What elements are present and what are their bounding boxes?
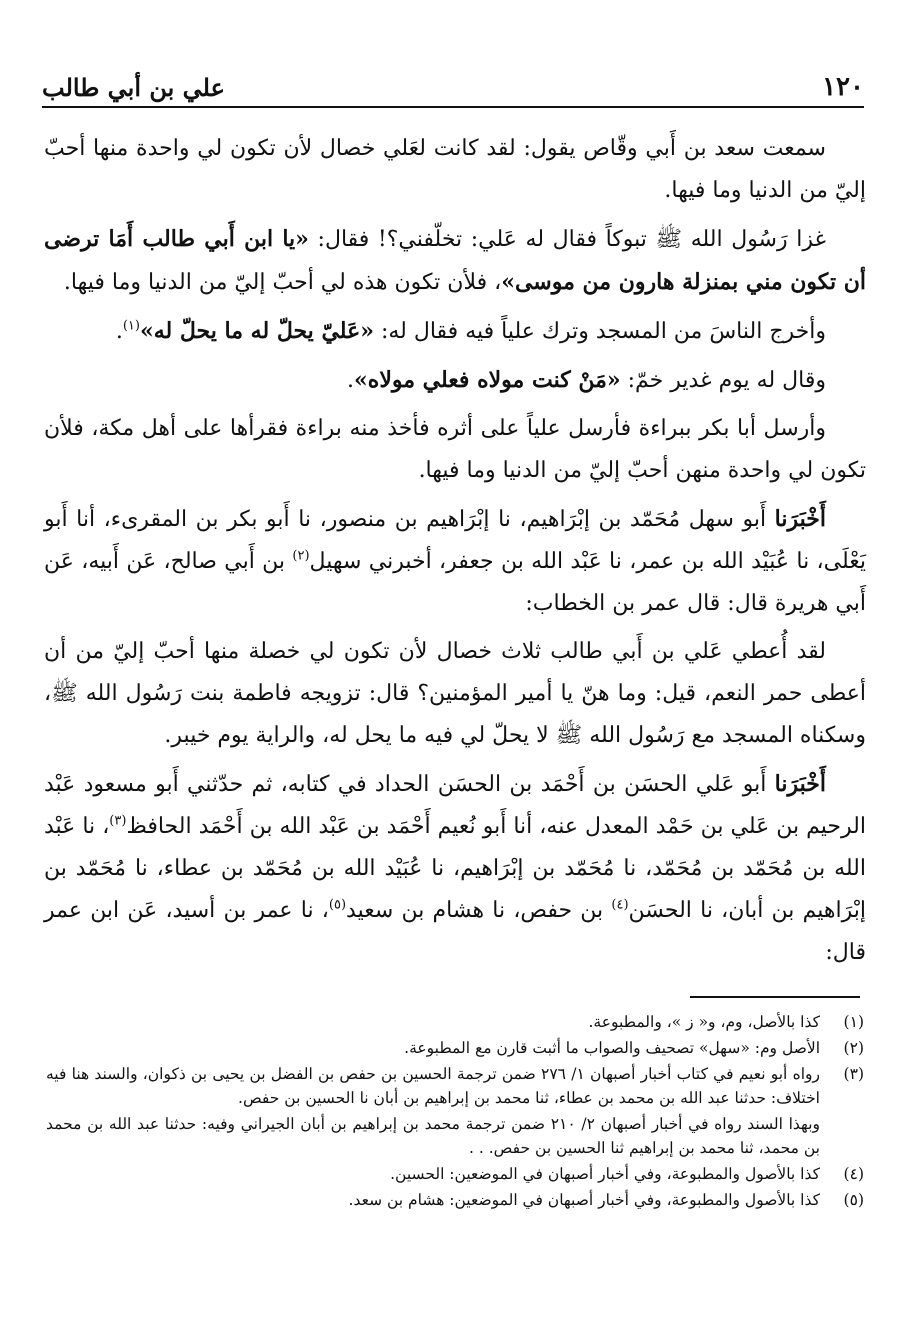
- text-segment: أَبو سهل مُحَمّد بن إبْرَاهيم، نا إبْرَاهيم بن منصور، نا أَبو بكر بن المقرىء، أنا أَبو يَعْلَى، نا عُبَيْد الله بن عمر، نا عَبْد الله بن جعفر، أخبرني سهيل: [44, 507, 866, 574]
- bold-text: «مَنْ كنت مولاه فعلي مولاه»: [354, 367, 621, 393]
- text-segment: ، نا عمر بن أسيد، عَن ابن عمر قال:: [44, 898, 866, 965]
- footnote-number: (٥): [843, 1191, 864, 1209]
- bold-text: أَخْبَرَنا: [774, 506, 826, 532]
- text-segment: بن أَبي صالح، عَن أَبيه، عَن أَبي هريرة قال: قال عمر بن الخطاب:: [44, 549, 866, 616]
- bold-text: «يا ابن أَبي طالب أَمَا ترضى أن تكون مني بمنزلة هارون من موسى»: [44, 226, 866, 295]
- bold-text: أَخْبَرَنا: [774, 771, 826, 797]
- text-segment: وقال له يوم غدير خمّ:: [620, 368, 826, 393]
- footnote-marker: (١): [122, 318, 140, 334]
- paragraph: [44, 128, 866, 212]
- footnote-text: وبهذا السند رواه في أخبار أصبهان ٢/ ٢١٠ ضمن ترجمة محمد بن إبراهيم بن أبان الجيراني وفيه: حدثنا عبد الله بن محمد بن محمد، ثنا محمد بن إبراهيم ثنا الحسين بن حفص. . .: [46, 1115, 821, 1157]
- text-segment: .: [115, 319, 123, 344]
- footnote-text: كذا بالأصول والمطبوعة، وفي أخبار أصبهان في الموضعين: هشام بن سعد.: [348, 1191, 820, 1209]
- page-number: ١٢٠: [822, 72, 864, 102]
- paragraph: [44, 631, 866, 757]
- footnote: [46, 1010, 864, 1034]
- text-segment: ، فلأن تكون هذه لي أحبّ إليّ من الدنيا وما فيها.: [63, 270, 502, 295]
- text-segment: .: [347, 368, 355, 393]
- paragraph: [44, 218, 866, 304]
- footnote: [46, 1036, 864, 1060]
- footnotes: [46, 1010, 864, 1214]
- footnote-separator: [690, 996, 860, 998]
- paragraph: [44, 763, 866, 974]
- text-segment: ، نا عَبْد الله بن مُحَمّد بن مُحَمّد، نا مُحَمّد بن إبْرَاهيم، نا عُبَيْد الله بن مُحَمّد بن عطاء، نا مُحَمّد بن إبْرَاهيم بن أبان، نا الحسَن: [44, 814, 866, 923]
- paragraph: [44, 408, 866, 492]
- paragraph: [44, 359, 866, 402]
- footnote-text: كذا بالأصول والمطبوعة، وفي أخبار أصبهان في الموضعين: الحسين.: [390, 1165, 820, 1183]
- footnote: [46, 1062, 864, 1110]
- footnote: [46, 1112, 864, 1160]
- footnote-number: (١): [843, 1013, 864, 1031]
- text-segment: سمعت سعد بن أَبي وقّاص يقول: لقد كانت لعَلي خصال لأن تكون لي واحدة منها أحبّ إليّ من الدنيا وما فيها.: [44, 136, 866, 203]
- footnote-text: كذا بالأصل، وم، و« ز »، والمطبوعة.: [588, 1013, 820, 1031]
- text-segment: وأخرج الناسَ من المسجد وترك علياً فيه فقال له:: [373, 319, 826, 344]
- footnote-marker: (٢): [292, 548, 310, 564]
- footnote-number: (٢): [843, 1039, 864, 1057]
- footnote-marker: (٥): [328, 897, 347, 913]
- footnote-marker: (٤): [611, 897, 629, 913]
- text-segment: غزا رَسُول الله ﷺ تبوكاً فقال له عَلي: تخلّفني؟! فقال:: [308, 227, 826, 252]
- footnote-marker: (٣): [109, 813, 127, 829]
- main-text: [44, 128, 866, 980]
- footnote: [46, 1188, 864, 1212]
- footnote: [46, 1162, 864, 1186]
- paragraph: [44, 310, 866, 353]
- text-segment: لقد أُعطي عَلي بن أَبي طالب ثلاث خصال لأن تكون لي خصلة منها أحبّ إليّ من أن أعطى حمر النعم، قيل: وما هنّ يا أمير المؤمنين؟ قال: تزويجه فاطمة بنت رَسُول الله ﷺ، وسكناه المسجد مع رَسُول الله ﷺ لا يحلّ لي فيه ما يحل له، والراية يوم خيبر.: [44, 639, 866, 748]
- paragraph: [44, 498, 866, 625]
- text-segment: بن حفص، نا هشام بن سعيد: [346, 898, 612, 923]
- running-title: علي بن أبي طالب: [42, 73, 225, 102]
- text-segment: وأرسل أبا بكر ببراءة فأرسل علياً على أثره فأخذ منه براءة فقرأها على أهل مكة، فلأن تكون لي واحدة منهن أحبّ إليّ من الدنيا وما فيها.: [44, 416, 866, 483]
- footnote-text: رواه أبو نعيم في كتاب أخبار أصبهان ١/ ٢٧٦ ضمن ترجمة الحسين بن حفص بن الفضل بن يحيى بن ذكوان، والسند هنا فيه اختلاف: حدثنا عبد الله بن محمد بن عطاء، ثنا محمد بن إبراهيم بن أبان نا الحسين بن حفص.: [46, 1065, 820, 1107]
- footnote-text: الأصل وم: «سهل» تصحيف والصواب ما أثبت قارن مع المطبوعة.: [404, 1039, 820, 1057]
- page-header: [42, 66, 864, 108]
- text-segment: أَبو عَلي الحسَن بن أَحْمَد بن الحسَن الحداد في كتابه، ثم حدّثني أَبو مسعود عَبْد الرحيم بن عَلي بن حَمْد المعدل عنه، أنا أَبو نُعيم أَحْمَد بن عَبْد الله بن أَحْمَد الحافظ: [44, 772, 866, 839]
- footnote-number: (٣): [843, 1065, 864, 1083]
- bold-text: «عَليّ يحلّ له ما يحلّ له»: [139, 318, 374, 344]
- footnote-number: [820, 1112, 864, 1160]
- footnote-number: (٤): [843, 1165, 864, 1183]
